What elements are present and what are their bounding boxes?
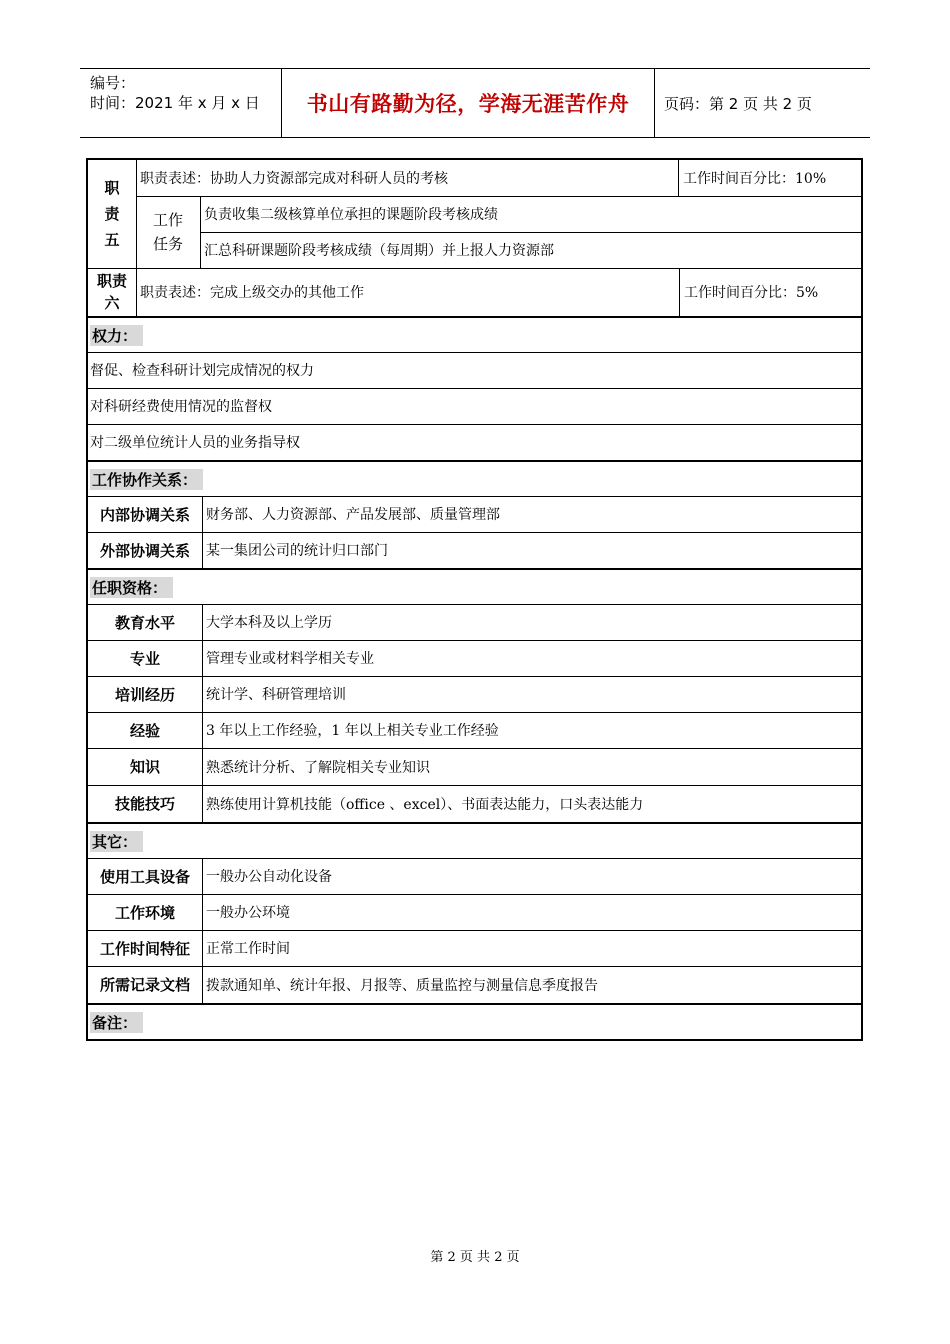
remarks-section-title: 备注： — [90, 1005, 860, 1039]
job-description-table — [86, 158, 863, 1041]
external-relations-value: 某一集团公司的统计归口部门 — [206, 543, 388, 559]
experience-value: 3 年以上工作经验，1 年以上相关专业工作经验 — [206, 723, 499, 739]
education-label: 教育水平 — [114, 613, 175, 632]
header-meta — [80, 69, 282, 137]
duty5-time-percent: 工作时间百分比：10% — [683, 171, 827, 187]
power-item: 对科研经费使用情况的监督权 — [90, 399, 272, 415]
header-motto: 书山有路勤为径，学海无涯苦作舟 — [282, 69, 655, 137]
internal-relations-label: 内部协调关系 — [99, 505, 190, 524]
duty6-description: 职责表述：完成上级交办的其他工作 — [140, 285, 364, 301]
major-value: 管理专业或材料学相关专业 — [206, 651, 374, 667]
duty6-time-percent: 工作时间百分比：5% — [684, 285, 819, 301]
skills-value: 熟练使用计算机技能（office 、excel）、书面表达能力，口头表达能力 — [206, 796, 644, 813]
duty5-description: 职责表述：协助人力资源部完成对科研人员的考核 — [140, 171, 448, 187]
records-label: 所需记录文档 — [99, 976, 190, 994]
page-footer: 第 2 页 共 2 页 — [430, 1250, 520, 1265]
major-label: 专业 — [129, 649, 160, 668]
education-value: 大学本科及以上学历 — [206, 615, 332, 631]
duty5-task-label: 工作 任务 — [152, 211, 183, 253]
skills-label: 技能技巧 — [114, 795, 175, 813]
power-item: 督促、检查科研计划完成情况的权力 — [90, 363, 314, 379]
tools-value: 一般办公自动化设备 — [206, 869, 332, 885]
knowledge-value: 熟悉统计分析、了解院相关专业知识 — [206, 759, 430, 776]
training-label: 培训经历 — [114, 685, 175, 704]
document-number-label: 编号： — [90, 74, 136, 92]
qualifications-section-title: 任职资格： — [90, 570, 860, 604]
experience-label: 经验 — [129, 721, 160, 740]
work-hours-value: 正常工作时间 — [206, 941, 290, 957]
knowledge-label: 知识 — [129, 758, 160, 776]
relations-section-title: 工作协作关系： — [90, 462, 860, 496]
duty5-task-1: 负责收集二级核算单位承担的课题阶段考核成绩 — [204, 207, 498, 223]
other-section-title: 其它： — [90, 824, 860, 858]
environment-label: 工作环境 — [114, 903, 175, 922]
duty5-task-2: 汇总科研课题阶段考核成绩（每周期）并上报人力资源部 — [204, 243, 554, 259]
power-item: 对二级单位统计人员的业务指导权 — [90, 435, 300, 451]
powers-section-title: 权力： — [90, 318, 860, 352]
header-page-number: 页码：第 2 页 共 2 页 — [664, 94, 812, 113]
environment-value: 一般办公环境 — [206, 905, 290, 921]
tools-label: 使用工具设备 — [99, 867, 190, 886]
external-relations-label: 外部协调关系 — [99, 541, 190, 560]
work-hours-label: 工作时间特征 — [99, 939, 190, 958]
document-date: 时间：2021 年 x 月 x 日 — [90, 94, 260, 112]
duty5-label: 职 责 五 — [104, 179, 120, 249]
training-value: 统计学、科研管理培训 — [206, 687, 346, 703]
duty6-label: 职责 六 — [96, 272, 127, 312]
internal-relations-value: 财务部、人力资源部、产品发展部、质量管理部 — [206, 507, 500, 523]
records-value: 拨款通知单、统计年报、月报等、质量监控与测量信息季度报告 — [206, 977, 598, 994]
page-header — [80, 68, 870, 138]
